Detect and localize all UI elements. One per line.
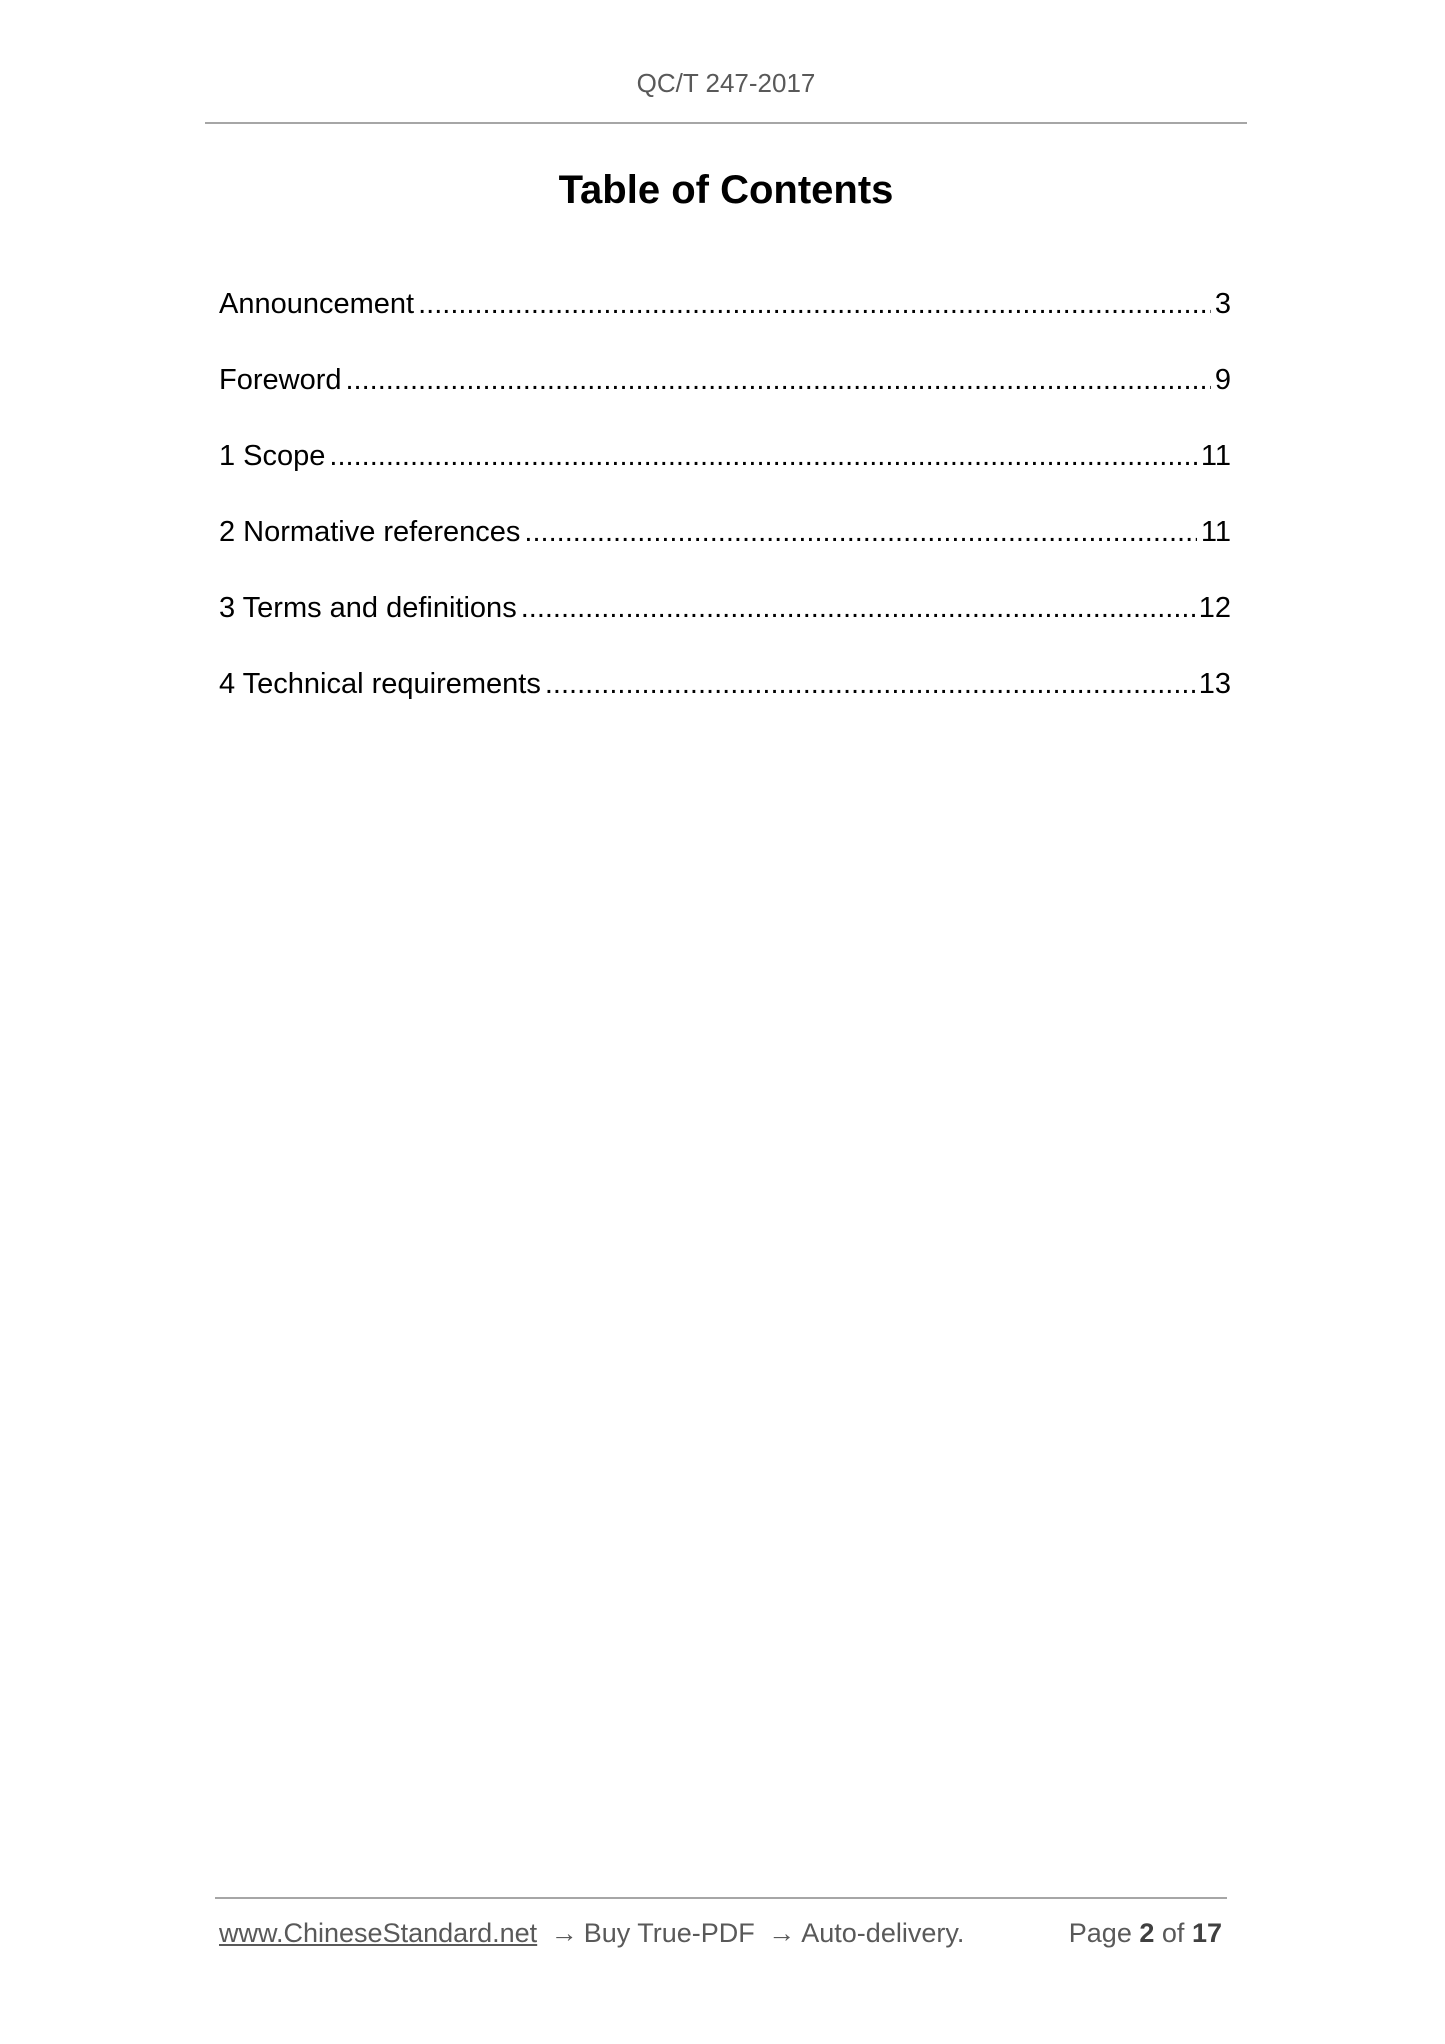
table-of-contents: [219, 288, 1231, 744]
toc-entry-label: Announcement: [219, 288, 415, 320]
page-total: 17: [1191, 1918, 1222, 1948]
toc-dot-leader: [524, 516, 1196, 549]
page-footer: [219, 1918, 1227, 1958]
footer-promo: [219, 1918, 964, 1949]
toc-entry-page: 9: [1214, 364, 1231, 396]
header-divider: [205, 122, 1247, 124]
page-number: [1069, 1918, 1222, 1949]
toc-entry-label: 4 Technical requirements: [219, 668, 541, 700]
website-link[interactable]: www.ChineseStandard.net: [219, 1918, 538, 1948]
toc-entry-label: 1 Scope: [219, 440, 326, 472]
page-current: 2: [1139, 1918, 1155, 1948]
footer-divider: [215, 1897, 1227, 1899]
footer-step-delivery: Auto-delivery.: [801, 1918, 965, 1948]
toc-dot-leader: [545, 668, 1195, 701]
toc-entry-page: 3: [1214, 288, 1231, 320]
page-word: Page: [1068, 1918, 1132, 1948]
toc-dot-leader: [329, 440, 1196, 473]
arrow-right-icon: →: [550, 1918, 578, 1948]
toc-entry-label: Foreword: [219, 364, 342, 396]
toc-entry-page: 12: [1198, 592, 1231, 624]
arrow-right-icon: →: [768, 1918, 796, 1948]
toc-entry-technical-requirements[interactable]: [219, 668, 1231, 744]
toc-entry-normative-references[interactable]: [219, 516, 1231, 592]
toc-title: Table of Contents: [558, 168, 894, 212]
toc-entry-label: 2 Normative references: [219, 516, 521, 548]
toc-entry-foreword[interactable]: [219, 364, 1231, 440]
toc-dot-leader: [418, 288, 1211, 321]
page-of: of: [1161, 1918, 1185, 1948]
toc-entry-announcement[interactable]: [219, 288, 1231, 364]
footer-step-buy: Buy True-PDF: [583, 1918, 755, 1948]
toc-entry-terms-and-definitions[interactable]: [219, 592, 1231, 668]
toc-entry-scope[interactable]: [219, 440, 1231, 516]
toc-dot-leader: [521, 592, 1195, 625]
toc-entry-page: 11: [1200, 516, 1231, 548]
toc-entry-page: 13: [1198, 668, 1231, 700]
toc-entry-page: 11: [1200, 440, 1231, 472]
document-code-header: QC/T 247-2017: [636, 68, 816, 98]
toc-entry-label: 3 Terms and definitions: [219, 592, 517, 624]
toc-dot-leader: [346, 364, 1211, 397]
